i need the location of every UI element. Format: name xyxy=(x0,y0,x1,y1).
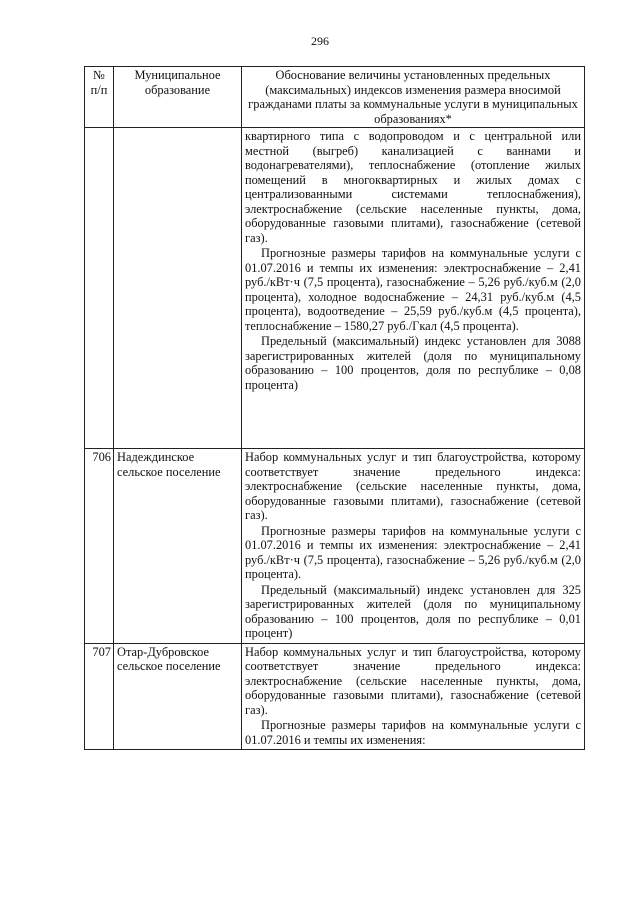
tariff-table xyxy=(84,66,585,750)
header-municipality: Муниципальное образование xyxy=(114,67,242,128)
paragraph: Предельный (максимальный) индекс установлен для 3088 зарегистрированных жителей (доля по муниципальному образованию – 100 процентов, доля по республике – 0,08 процента) xyxy=(245,334,581,392)
paragraph: Предельный (максимальный) индекс установлен для 325 зарегистрированных жителей (доля по муниципальному образованию – 100 процентов, доля по республике – 0,01 процент) xyxy=(245,582,581,640)
paragraph: Набор коммунальных услуг и тип благоустройства, которому соответствует значение предельного индекса: электроснабжение (сельские населенные пункты, дома, оборудованные газовыми плитами), газоснабжение (сетевой газ). xyxy=(245,644,581,717)
paragraph: квартирного типа с водопроводом и с центральной или местной (выгреб) канализацией с ваннами и водонагревателями), теплоснабжение (отопление жилых помещений в многоквартирных и жилых домах с централизованными системами теплоснабжения), электроснабжение (сельские населенные пункты, дома, оборудованные газовыми плитами), газоснабжение (сетевой газ). xyxy=(245,129,581,245)
paragraph: Набор коммунальных услуг и тип благоустройства, которому соответствует значение предельного индекса: электроснабжение (сельские населенные пункты, дома, оборудованные газовыми плитами), газоснабжение (сетевой газ). xyxy=(245,450,581,522)
table-row xyxy=(85,643,585,750)
row-municipality: Отар-Дубровское сельское поселение xyxy=(114,643,242,750)
row-justification xyxy=(242,128,585,449)
table-row xyxy=(85,449,585,644)
row-municipality xyxy=(114,128,242,449)
table-row xyxy=(85,128,585,449)
header-row xyxy=(85,67,585,128)
row-justification xyxy=(242,449,585,644)
paragraph: Прогнозные размеры тарифов на коммунальные услуги с 01.07.2016 и темпы их изменения: xyxy=(245,718,581,747)
header-num: № п/п xyxy=(85,67,114,128)
row-number: 707 xyxy=(85,643,114,750)
header-justification: Обоснование величины установленных предельных (максимальных) индексов изменения размера вносимой гражданами платы за коммунальные услуги в муниципальных образованиях* xyxy=(242,67,585,128)
row-number xyxy=(85,128,114,449)
row-number: 706 xyxy=(85,449,114,644)
page-number: 296 xyxy=(311,34,329,48)
paragraph: Прогнозные размеры тарифов на коммунальные услуги с 01.07.2016 и темпы их изменения: электроснабжение – 2,41 руб./кВт·ч (7,5 процента), газоснабжение – 5,26 руб./куб.м (2,0 процента). xyxy=(245,523,581,581)
paragraph: Прогнозные размеры тарифов на коммунальные услуги с 01.07.2016 и темпы их изменения: электроснабжение – 2,41 руб./кВт·ч (7,5 процента), газоснабжение – 5,26 руб./куб.м (2,0 процента), холодное водоснабжение – 24,31 руб./куб.м (4,5 процента), водоотведение – 25,59 руб./куб.м (4,5 процента), теплоснабжение – 1580,27 руб./Гкал (4,5 процента). xyxy=(245,246,581,333)
row-municipality: Надеждинское сельское поселение xyxy=(114,449,242,644)
row-justification xyxy=(242,643,585,750)
